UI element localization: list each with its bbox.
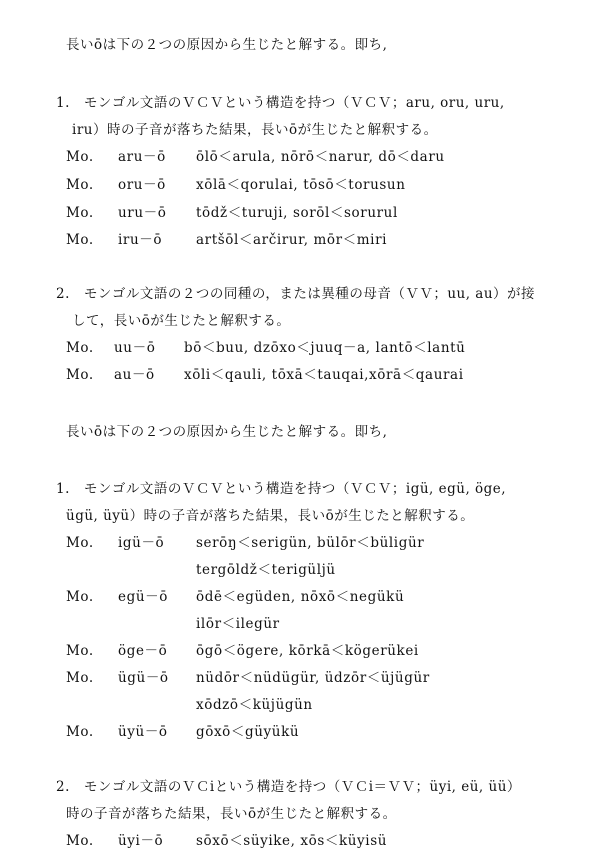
example-words: xōdzō＜küjügün [196, 697, 313, 713]
mo-label: Mo. [66, 535, 94, 551]
example-words: ōdē＜egüden, nōxō＜negükü [196, 589, 405, 605]
section-b-item2-line2: 時の子音が落ちた結果，長いōが生じたと解釈する。 [66, 806, 397, 822]
mo-label: Mo. [66, 205, 94, 221]
section-a-intro: 長いōは下の２つの原因から生じたと解する。即ち, [66, 37, 388, 53]
sound-pattern: iru－ō [118, 232, 163, 248]
sound-pattern: igü－ō [118, 535, 165, 551]
section-b-item2-line1: 2. モンゴル文語のＶＣiという構造を持つ（ＶＣi＝ＶＶ；üyi, eü, üü） [56, 779, 521, 795]
mo-label: Mo. [66, 232, 94, 248]
sound-pattern: au－ō [114, 367, 155, 383]
mo-label: Mo. [66, 833, 94, 849]
example-words: sōxō＜süyike, xōs＜küyisü [196, 833, 388, 849]
sound-pattern: aru－ō [118, 149, 166, 165]
sound-pattern: oru－ō [118, 177, 166, 193]
example-words: xōlā＜qorulai, tōsō＜torusun [196, 177, 406, 193]
mo-label: Mo. [66, 724, 94, 740]
example-words: xōli＜qauli, tōxā＜tauqai,xōrā＜qaurai [184, 367, 464, 383]
section-a-item1-line1: 1. モンゴル文語のＶＣＶという構造を持つ（ＶＣＶ；aru, oru, uru, [56, 95, 505, 111]
section-a-item2-line1: 2. モンゴル文語の２つの同種の，または異種の母音（ＶＶ；uu, au）が接 [56, 286, 536, 302]
sound-pattern: üyü－ō [118, 724, 168, 740]
example-words: ōlō＜arula, nōrō＜narur, dō＜daru [196, 149, 445, 165]
mo-label: Mo. [66, 589, 94, 605]
section-b-item1-line1: 1. モンゴル文語のＶＣＶという構造を持つ（ＶＣＶ；igü, egü, öge, [56, 481, 507, 497]
mo-label: Mo. [66, 340, 94, 356]
example-words: bō＜buu, dzōxo＜juuq－a, lantō＜lantū [184, 340, 466, 356]
example-words: artšōl＜arčirur, mōr＜miri [196, 232, 388, 248]
mo-label: Mo. [66, 177, 94, 193]
section-a-item2-line2: して，長いōが生じたと解釈する。 [72, 313, 291, 329]
example-words: serōŋ＜serigün, bülōr＜büligür [196, 535, 425, 551]
sound-pattern: öge－ō [118, 643, 168, 659]
section-b-item1-line2: ügü, üyü）時の子音が落ちた結果，長いōが生じたと解釈する。 [66, 508, 475, 524]
section-b-intro: 長いōは下の２つの原因から生じたと解する。即ち, [66, 424, 388, 440]
sound-pattern: uru－ō [118, 205, 167, 221]
example-words: ōgō＜ögere, kōrkā＜kögerükei [196, 643, 419, 659]
example-words: tergōldž＜terigüljü [196, 562, 336, 578]
sound-pattern: ügü－ō [118, 670, 169, 686]
example-words: gōxō＜güyükü [196, 724, 300, 740]
sound-pattern: egü－ō [118, 589, 168, 605]
example-words: tōdž＜turuji, sorōl＜sorurul [196, 205, 398, 221]
example-words: nüdōr＜nüdügür, üdzōr＜üjügür [196, 670, 430, 686]
mo-label: Mo. [66, 367, 94, 383]
section-a-item1-line2: iru）時の子音が落ちた結果，長いōが生じたと解釈する。 [72, 122, 438, 138]
sound-pattern: uu－ō [114, 340, 156, 356]
example-words: ilōr＜ilegür [196, 616, 280, 632]
mo-label: Mo. [66, 643, 94, 659]
mo-label: Mo. [66, 149, 94, 165]
mo-label: Mo. [66, 670, 94, 686]
sound-pattern: üyi－ō [118, 833, 164, 849]
